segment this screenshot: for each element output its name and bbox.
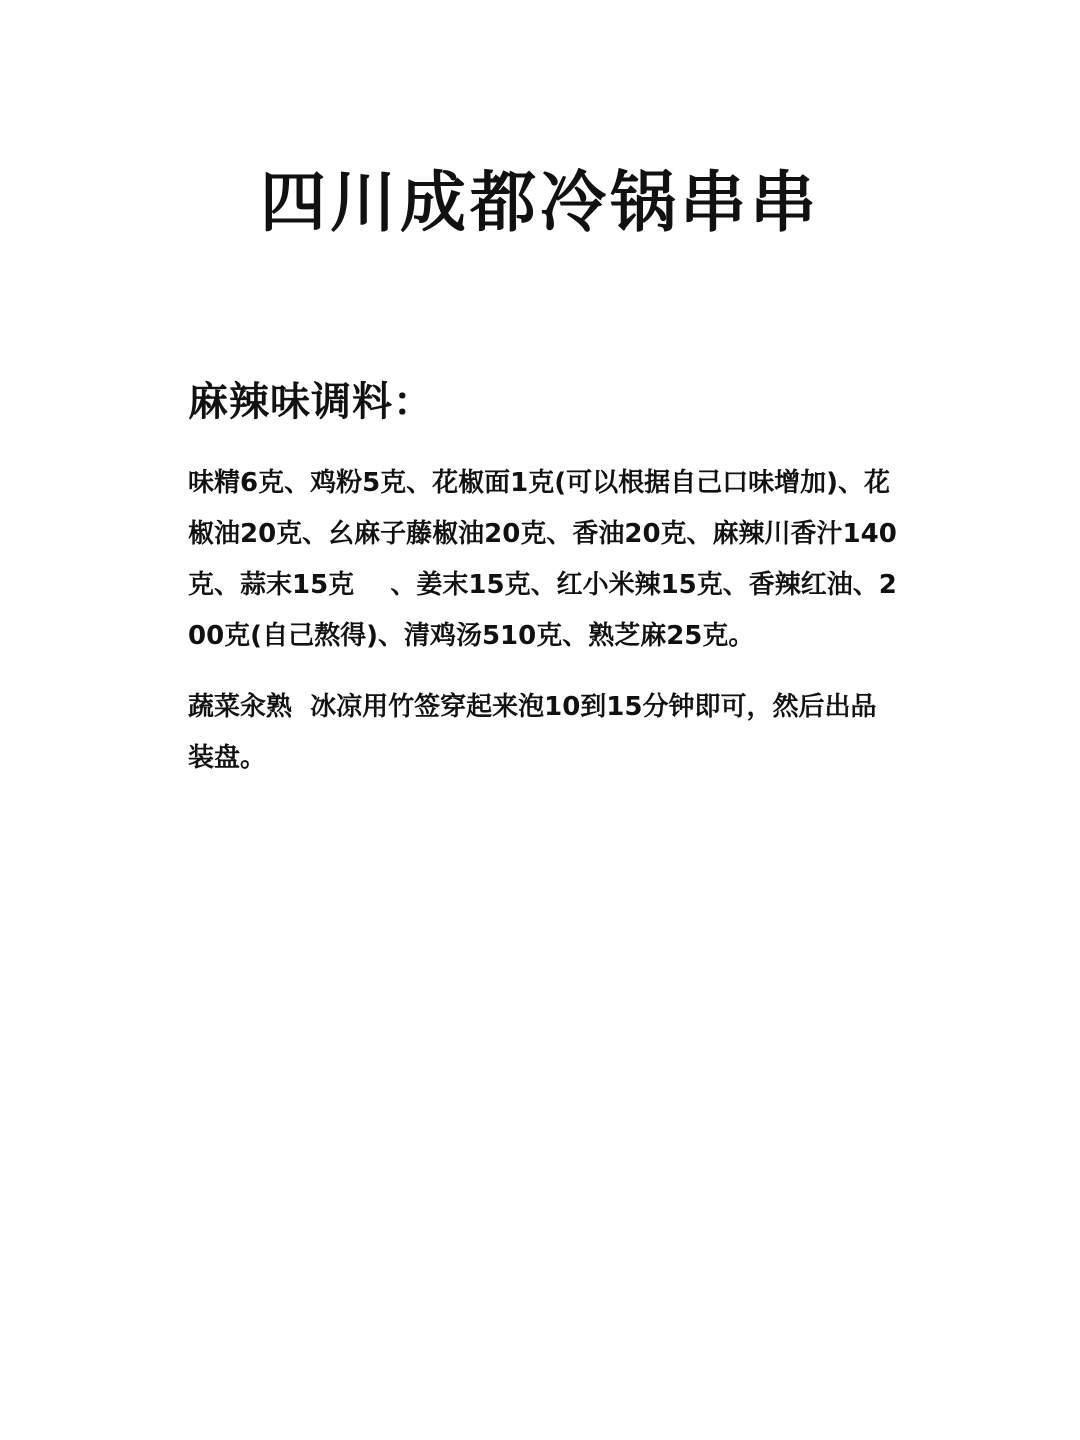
page-title: 四川成都冷锅串串 [260, 163, 820, 241]
section-heading: 麻辣味调料： [188, 379, 434, 425]
method-paragraph: 蔬菜汆熟 冰凉用竹签穿起来泡10到15分钟即可，然后出品装盘。 [188, 692, 877, 773]
ingredients-paragraph: 味精6克、鸡粉5克、花椒面1克(可以根据自己口味增加)、花椒油20克、幺麻子藤椒油20克、香油20克、麻辣川香汁140克、蒜末15克 、姜末15克、红小米辣15克、香辣红油、200克(自己熬得)、清鸡汤510克、熟芝麻25克。 [188, 468, 897, 651]
